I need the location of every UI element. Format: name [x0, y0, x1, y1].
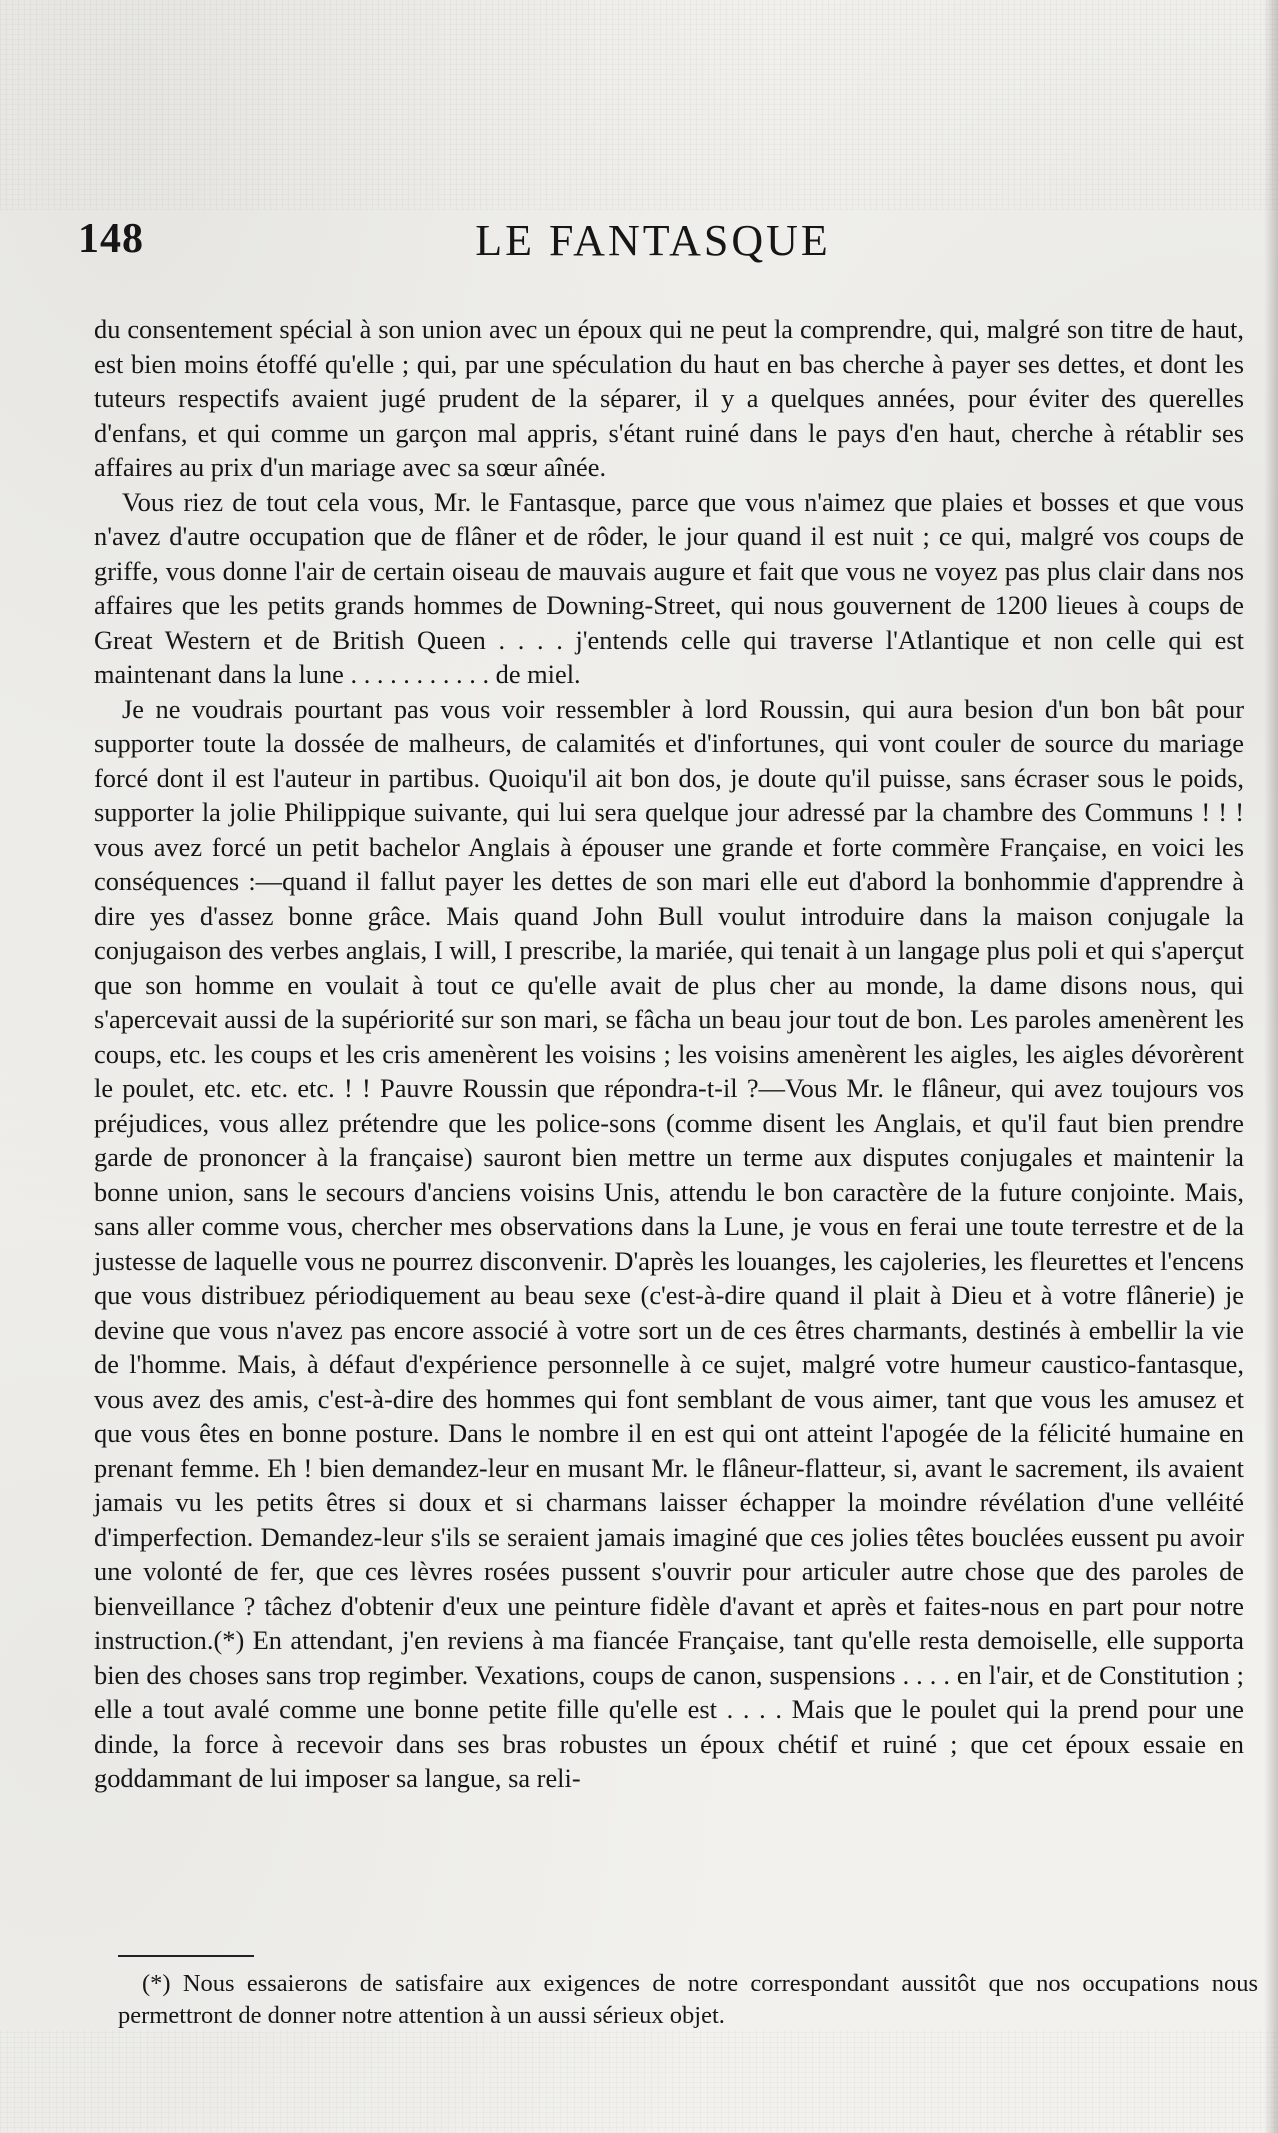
page-number: 148 [78, 216, 144, 262]
paragraph: du consentement spécial à son union avec un époux qui ne peut la comprendre, qui, malgré son titre de haut, est bien moins étoffé qu'elle ; qui, par une spéculation du haut en bas cherche à payer ses dettes, et dont les tuteurs respectifs avaient jugé prudent de la séparer, il y a quelques années, pour éviter des querelles d'enfans, et qui comme un garçon mal appris, s'étant ruiné dans le pays d'en haut, cherche à rétablir ses affaires au prix d'un mariage avec sa sœur aînée. [94, 314, 1244, 482]
running-title: LE FANTASQUE [475, 216, 831, 265]
paragraph: Vous riez de tout cela vous, Mr. le Fantasque, parce que vous n'aimez que plaies et bosses et que vous n'avez d'autre occupation que de flâner et de rôder, le jour quand il est nuit ; ce qui, malgré vos coups de griffe, vous donne l'air de certain oiseau de mauvais augure et fait que vous ne voyez pas plus clair dans nos affaires que les petits grands hommes de Downing-Street, qui nous gouvernent de 1200 lieues à coups de Great Western et de British Queen . . . . j'entends celle qui traverse l'Atlantique et non celle qui est maintenant dans la lune . . . . . . . . . . . de miel. [94, 486, 1244, 689]
scan-noise-top [0, 0, 1278, 210]
footnote: (*) Nous essaierons de satisfaire aux exigences de notre correspondant aussitôt que nos occupations nous permettront de donner notre attention à un aussi sérieux objet. [118, 1970, 1258, 2029]
scan-noise-bottom [0, 2030, 1278, 2133]
paragraph: Je ne voudrais pourtant pas vous voir ressembler à lord Roussin, qui aura besion d'un bon bât pour supporter toute la dossée de malheurs, de calamités et d'infortunes, qui vont couler de source du mariage forcé dont il est l'auteur in partibus. Quoiqu'il ait bon dos, je doute qu'il puisse, sans écraser sous le poids, supporter la jolie Philippique suivante, qui lui sera quelque jour adressé par la chambre des Communs ! ! ! vous avez forcé un petit bachelor Anglais à épouser une grande et forte commère Française, en voici les conséquences :—quand il fallut payer les dettes de son mari elle eut d'abord la bonhommie d'apprendre à dire yes d'assez bonne grâce. Mais quand John Bull voulut introduire dans la maison conjugale la conjugaison des verbes anglais, I will, I prescribe, la mariée, qui tenait à un langage plus poli et qui s'aperçut que son homme en voulait à tout ce qu'elle avait de plus cher au monde, la dame disons nous, qui s'apercevait aussi de la supériorité sur son mari, se fâcha un beau jour tout de bon. Les paroles amenèrent les coups, etc. les coups et les cris amenèrent les voisins ; les voisins amenèrent les aigles, les aigles dévorèrent le poulet, etc. etc. etc. ! ! Pauvre Roussin que répondra-t-il ?—Vous Mr. le flâneur, qui avez toujours vos préjudices, vous allez prétendre que les police-sons (comme disent les Anglais, et qu'il faut bien prendre garde de prononcer à la française) sauront bien mettre un terme aux disputes conjugales et maintenir la bonne union, sans le secours d'anciens voisins Unis, attendu le bon caractère de la future conjointe. Mais, sans aller comme vous, chercher mes observations dans la Lune, je vous en ferai une toute terrestre et de la justesse de laquelle vous ne pourrez disconvenir. D'après les louanges, les cajoleries, les fleurettes et l'encens que vous distribuez périodiquement au beau sexe (c'est-à-dire quand il plait à Dieu et à votre flânerie) je devine que vous n'avez pas encore associé à votre sort un de ces êtres charmants, destinés à embellir la vie de l'homme. Mais, à défaut d'expérience personnelle à ce sujet, malgré votre humeur caustico-fantasque, vous avez des amis, c'est-à-dire des hommes qui font semblant de vous aimer, tant que vous les amusez et que vous êtes en bonne posture. Dans le nombre il en est qui ont atteint l'apogée de la félicité humaine en prenant femme. Eh ! bien demandez-leur en musant Mr. le flâneur-flatteur, si, avant le sacrement, ils avaient jamais vu les petits êtres si doux et si charmans laisser échapper la moindre révélation d'une velléité d'imperfection. Demandez-leur s'ils se seraient jamais imaginé que ces jolies têtes bouclées eussent pu avoir une volonté de fer, que ces lèvres rosées pussent s'ouvrir pour articuler autre chose que des paroles de bienveillance ? tâchez d'obtenir d'eux une peinture fidèle d'avant et après et faites-nous en part pour notre instruction.(*) En attendant, j'en reviens à ma fiancée Française, tant qu'elle resta demoiselle, elle supporta bien des choses sans trop regimber. Vexations, coups de canon, suspensions . . . . en l'air, et de Constitution ; elle a tout avalé comme une bonne petite fille qu'elle est . . . . Mais que le poulet qui la prend pour une dinde, la force à recevoir dans ses bras robustes un époux chétif et ruiné ; que cet époux essaie en goddammant de lui imposer sa langue, sa reli- [94, 693, 1244, 1793]
article-body [94, 312, 1244, 1796]
page-edge-shadow [1264, 0, 1278, 2133]
footnote-divider [118, 1955, 254, 1957]
page-header [78, 215, 1228, 275]
